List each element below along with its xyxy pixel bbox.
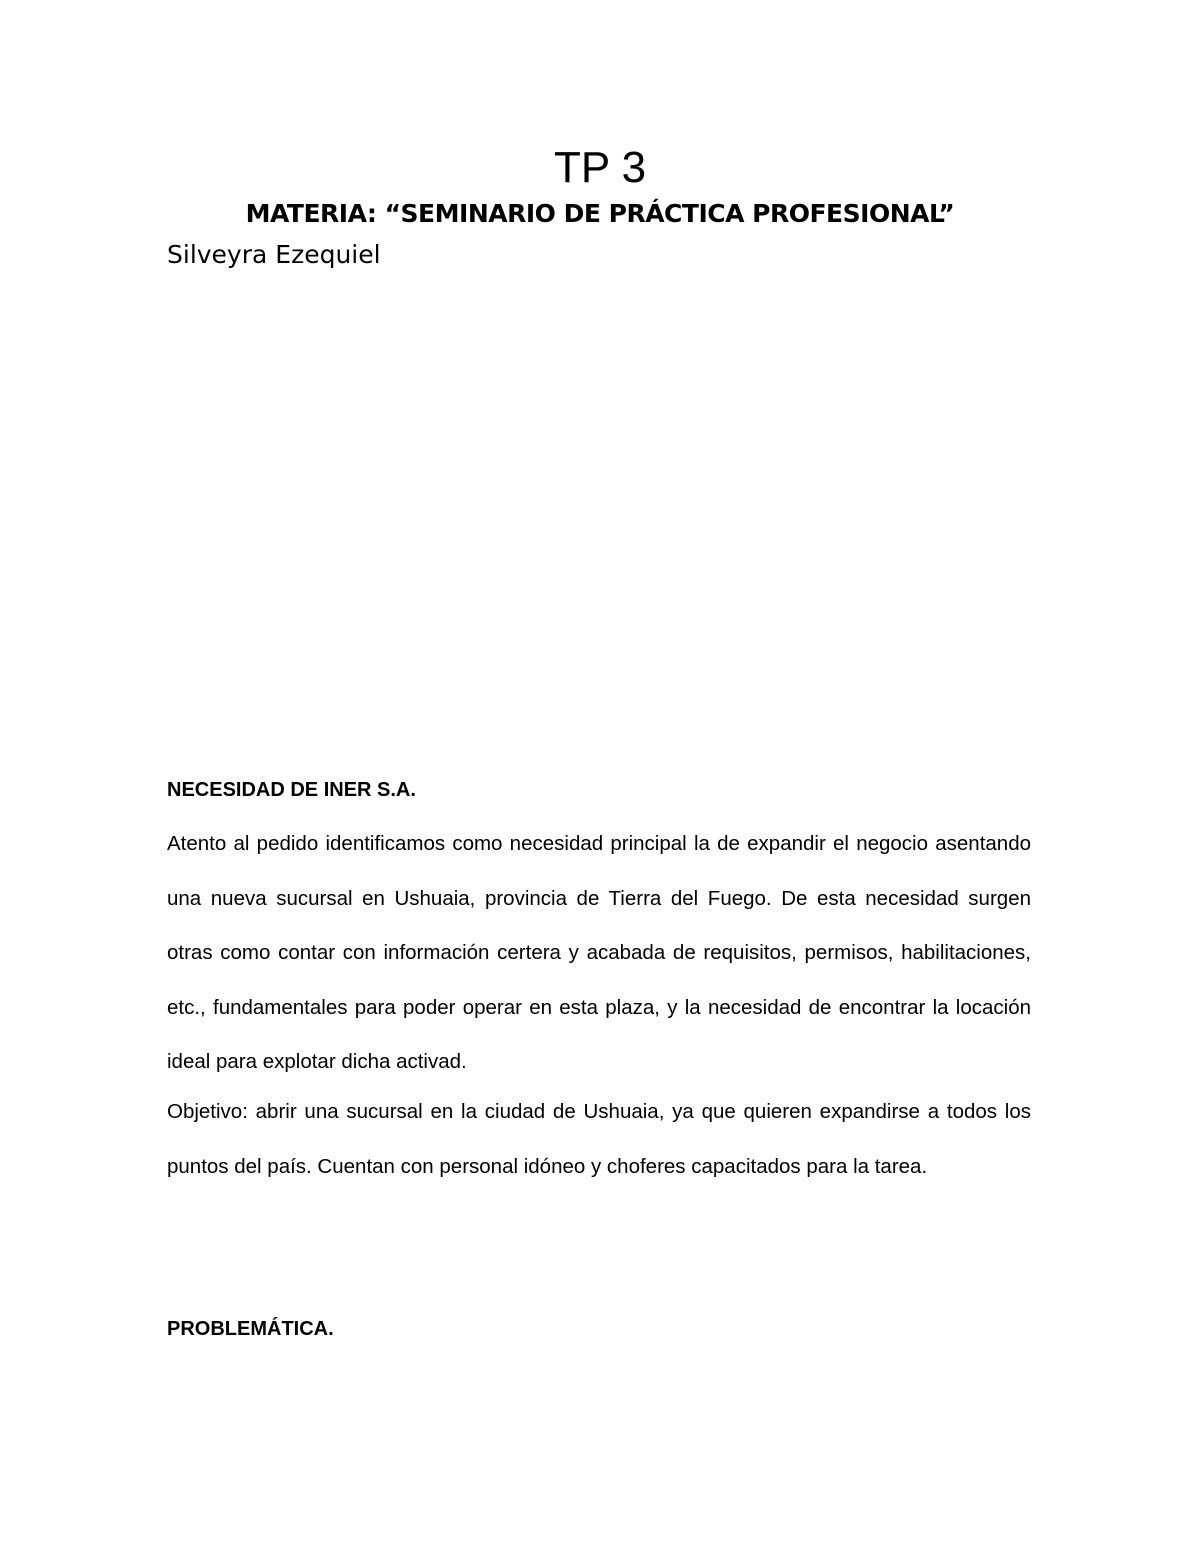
subject-line: MATERIA: “SEMINARIO DE PRÁCTICA PROFESIONAL” (245, 199, 955, 228)
objective-paragraph: Objetivo: abrir una sucursal en la ciudad de Ushuaia, ya que quieren expandirse a todos los puntos del país. Cuentan con personal idóneo y choferes capacitados para la tarea. (167, 1100, 1031, 1178)
section-heading-need: NECESIDAD DE INER S.A. (167, 779, 416, 801)
need-paragraph: Atento al pedido identificamos como necesidad principal la de expandir el negocio asentando una nueva sucursal en Ushuaia, provincia de Tierra del Fuego. De esta necesidad surgen otras como contar con información certera y acabada de requisitos, permisos, habilitaciones, etc., fundamentales para poder operar en esta plaza, y la necesidad de encontrar la locación ideal para explotar dicha activad. (167, 832, 1031, 1073)
author-name: Silveyra Ezequiel (167, 240, 381, 269)
document-title: TP 3 (553, 143, 647, 192)
section-heading-problem: PROBLEMÁTICA. (167, 1318, 334, 1340)
